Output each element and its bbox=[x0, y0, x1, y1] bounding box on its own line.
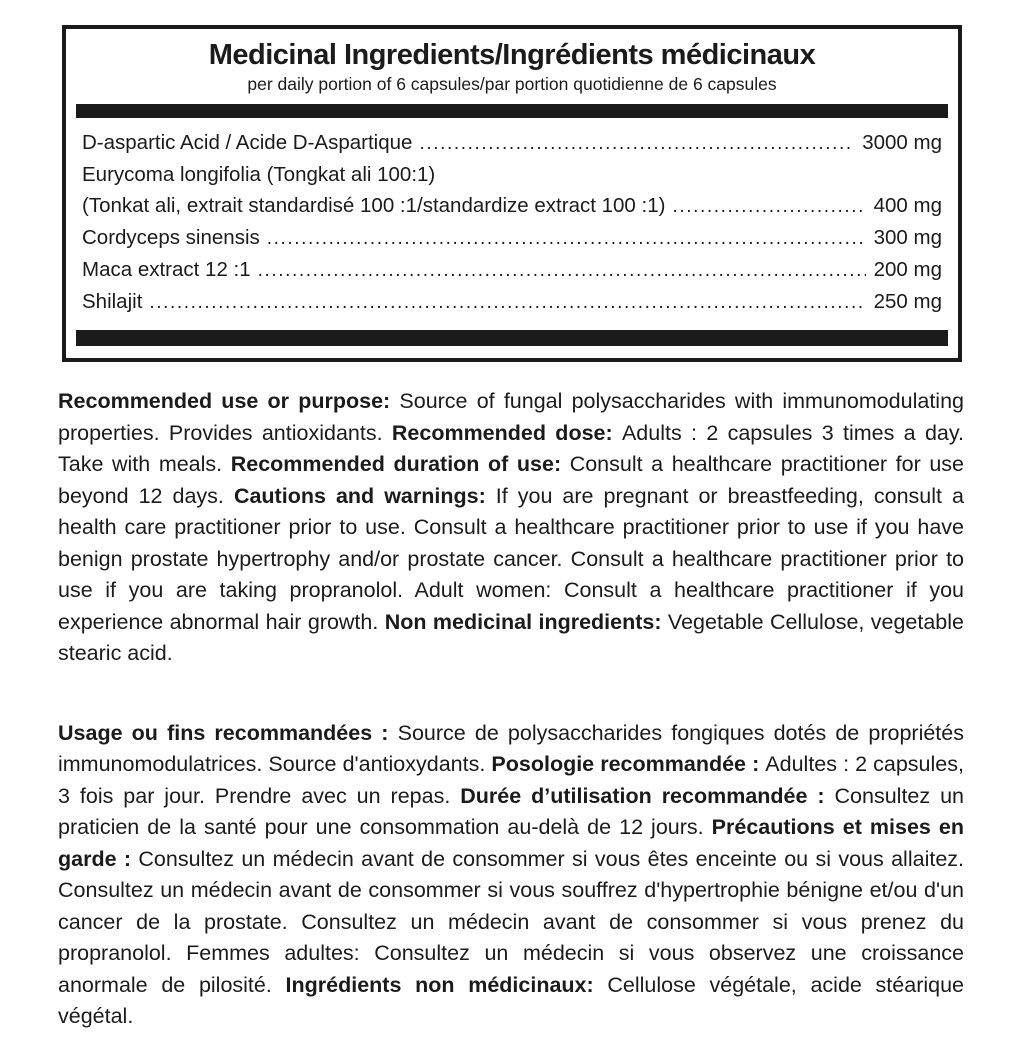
ingredient-amount: 400 mg bbox=[873, 194, 942, 217]
dot-leader bbox=[149, 287, 865, 318]
text-segment: Consultez un médecin avant de consommer si vous êtes enceinte ou si vous allaitez. Consultez un médecin avant de consommer si vous souffrez d'hypertrophie bénigne et/ou d'un cancer de la prostate. Consultez un médecin avant de consommer si vous prenez du propranolol. Femmes adultes: Consultez un médecin si vous observez une croissance anormale de pilosité. bbox=[58, 846, 964, 997]
supplement-label-page bbox=[0, 25, 1022, 1047]
text-segment: Cellulose végétale, acide stéarique végétal. bbox=[58, 972, 965, 1028]
ingredient-list bbox=[66, 118, 958, 320]
ingredient-amount: 300 mg bbox=[873, 226, 942, 249]
label-precautions: Précautions et mises en garde : bbox=[58, 815, 964, 871]
text-segment: Source of fungal polysaccharides with immunomodulating properties. Provides antioxidants. bbox=[58, 389, 964, 445]
label-usage-fins: Usage ou fins recommandées : bbox=[58, 720, 398, 745]
ingredient-row bbox=[82, 159, 942, 190]
divider-bar-bottom bbox=[76, 330, 948, 346]
ingredient-amount: 3000 mg bbox=[862, 131, 942, 154]
ingredient-name: Eurycoma longifolia (Tongkat ali 100:1) bbox=[82, 163, 436, 186]
text-segment: Adultes : 2 capsules, 3 fois par jour. Prendre avec un repas. bbox=[58, 752, 964, 808]
ingredient-name: Maca extract 12 :1 bbox=[82, 258, 251, 281]
text-segment: Consultez un praticien de la santé pour une consommation au-delà de 12 jours. bbox=[58, 783, 964, 839]
ingredient-row bbox=[82, 127, 942, 159]
medicinal-ingredients-panel bbox=[62, 25, 962, 362]
french-directions-paragraph bbox=[0, 718, 1022, 1033]
label-recommended-duration: Recommended duration of use: bbox=[230, 452, 570, 476]
ingredient-amount: 250 mg bbox=[873, 290, 942, 313]
text-segment: Consult a healthcare practitioner for use beyond 12 days. bbox=[58, 452, 964, 508]
dot-leader bbox=[419, 128, 854, 159]
dot-leader bbox=[267, 223, 866, 254]
label-recommended-dose: Recommended dose: bbox=[391, 420, 622, 445]
english-directions-paragraph bbox=[0, 386, 1022, 670]
label-ingredients-non-medicinaux: Ingrédients non médicinaux: bbox=[285, 972, 608, 997]
ingredient-row bbox=[82, 190, 942, 222]
ingredient-row bbox=[82, 286, 942, 318]
panel-title: Medicinal Ingredients/Ingrédients médicinaux bbox=[208, 39, 816, 71]
ingredient-name: D-aspartic Acid / Acide D-Aspartique bbox=[82, 131, 413, 154]
ingredient-row bbox=[82, 254, 942, 286]
text-segment: Vegetable Cellulose, vegetable stearic acid. bbox=[58, 609, 965, 665]
label-posologie: Posologie recommandée : bbox=[491, 752, 766, 776]
text-segment: Source de polysaccharides fongiques dotés de propriétés immunomodulatrices. Source d'antioxydants. bbox=[58, 720, 964, 776]
label-duree-utilisation: Durée d’utilisation recommandée : bbox=[460, 783, 835, 808]
ingredient-name: (Tonkat ali, extrait standardisé 100 :1/standardize extract 100 :1) bbox=[82, 194, 666, 217]
ingredient-name: Cordyceps sinensis bbox=[82, 226, 260, 249]
label-non-medicinal: Non medicinal ingredients: bbox=[384, 609, 668, 634]
ingredient-amount: 200 mg bbox=[873, 258, 942, 281]
label-recommended-use: Recommended use or purpose: bbox=[58, 389, 400, 413]
text-segment: If you are pregnant or breastfeeding, consult a health care practitioner prior to use. Consult a healthcare practitioner prior to use if you have benign prostate hypertrophy and/or prostate cancer. Consult a healthcare practitioner prior to use if you are taking propranolol. Adult women: Consult a healthcare practitioner if you experience abnormal hair growth. bbox=[58, 483, 964, 634]
ingredient-name: Shilajit bbox=[82, 290, 143, 313]
divider-bar-top bbox=[76, 104, 948, 118]
ingredient-row bbox=[82, 222, 942, 254]
dot-leader bbox=[672, 191, 865, 222]
text-segment: Adults : 2 capsules 3 times a day. Take with meals. bbox=[58, 420, 964, 476]
dot-leader bbox=[258, 255, 866, 286]
label-cautions-warnings: Cautions and warnings: bbox=[233, 483, 496, 508]
panel-subtitle: per daily portion of 6 capsules/par portion quotidienne de 6 capsules bbox=[247, 74, 777, 94]
